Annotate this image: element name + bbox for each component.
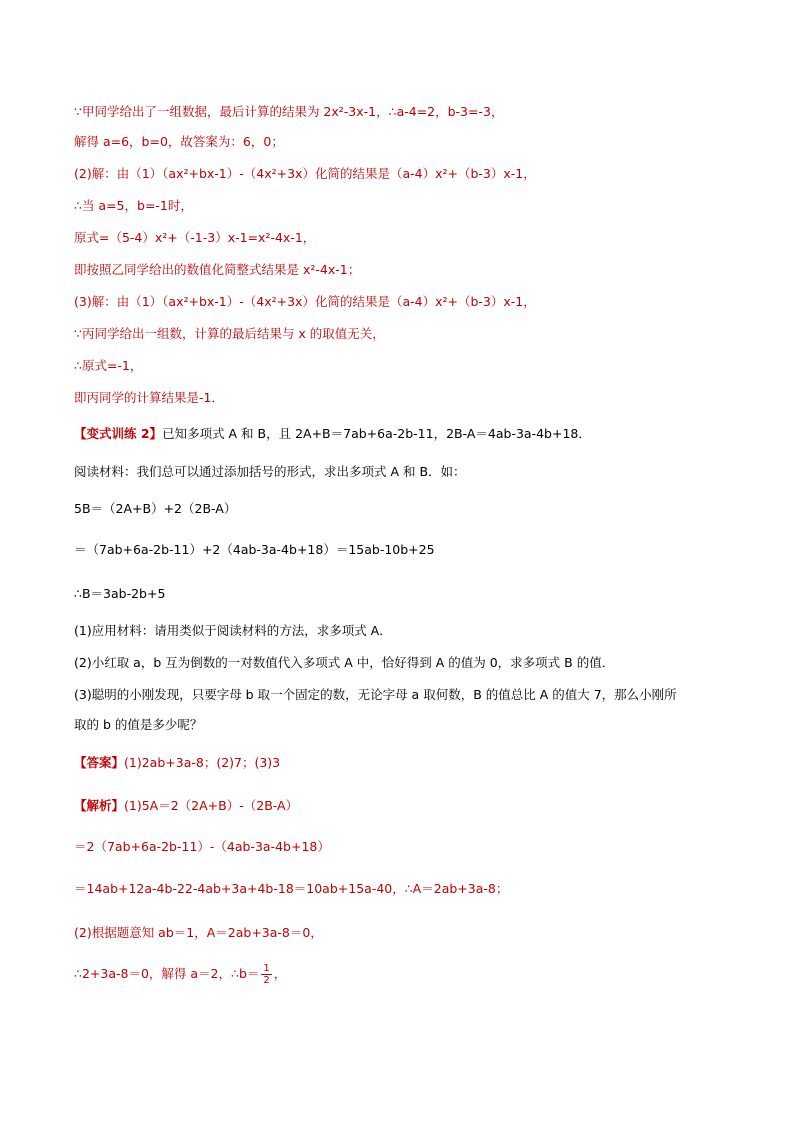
exercise-heading: [74, 425, 591, 443]
solution-line: 原式=（5-4）x²+（-1-3）x-1=x²-4x-1，: [74, 230, 316, 245]
question-1: (1)应用材料：请用类似于阅读材料的方法，求多项式 A．: [74, 623, 392, 638]
last-step-prefix: ∴2+3a-8＝0，解得 a＝2，∴b＝: [74, 966, 260, 981]
answer-text: (1)2ab+3a-8；(2)7；(3)3: [124, 755, 281, 770]
solution-line: ∴当 a=5，b=-1时，: [74, 198, 193, 213]
answer-label: 【答案】: [74, 755, 125, 770]
solution-last-step: [74, 962, 286, 986]
solution-line: ∵甲同学给出了一组数据，最后计算的结果为 2x²-3x-1，∴a-4=2，b-3=-3，: [74, 104, 504, 119]
solution-line: (2)解：由（1）（ax²+bx-1）-（4x²+3x）化简的结果是（a-4）x²+（b-3）x-1，: [74, 166, 536, 181]
solution-line: 解得 a=6，b=0，故答案为：6，0；: [74, 134, 284, 149]
analysis-line: [74, 797, 298, 815]
solution-step: (2)根据题意知 ab＝1，A＝2ab+3a-8＝0，: [74, 925, 323, 940]
solution-line: (3)解：由（1）（ax²+bx-1）-（4x²+3x）化简的结果是（a-4）x²+（b-3）x-1，: [74, 294, 536, 309]
fraction-denominator: 2: [263, 975, 270, 986]
last-step-suffix: ，: [273, 966, 287, 981]
solution-line: ∵丙同学给出一组数，计算的最后结果与 x 的取值无关，: [74, 326, 385, 341]
solution-line: 即丙同学的计算结果是-1．: [74, 390, 224, 405]
material-line: 5B＝（2A+B）+2（2B-A）: [74, 501, 237, 516]
material-line: 阅读材料：我们总可以通过添加括号的形式，求出多项式 A 和 B．如：: [74, 464, 466, 479]
analysis-text: (1)5A＝2（2A+B）-（2B-A）: [124, 798, 299, 813]
solution-line: 即按照乙同学给出的数值化简整式结果是 x²-4x-1；: [74, 262, 361, 277]
question-3: (3)聪明的小刚发现，只要字母 b 取一个固定的数，无论字母 a 取何数，B 的值总比 A 的值大 7，那么小刚所: [74, 687, 677, 702]
exercise-statement: 已知多项式 A 和 B，且 2A+B＝7ab+6a-2b-11，2B-A＝4ab-3a-4b+18．: [162, 426, 591, 441]
question-3-continued: 取的 b 的值是多少呢？: [74, 717, 203, 732]
solution-step: ＝14ab+12a-4b-22-4ab+3a+4b-18＝10ab+15a-40，∴A＝2ab+3a-8；: [74, 881, 509, 896]
fraction-numerator: 1: [263, 963, 270, 974]
solution-step: ＝2（7ab+6a-2b-11）-（4ab-3a-4b+18）: [74, 839, 330, 854]
material-line: ∴B＝3ab-2b+5: [74, 586, 166, 601]
solution-line: ∴原式=-1，: [74, 358, 143, 373]
exercise-label: 【变式训练 2】: [74, 426, 163, 441]
answer-line: [74, 754, 280, 772]
question-2: (2)小红取 a，b 互为倒数的一对数值代入多项式 A 中，恰好得到 A 的值为 0，求多项式 B 的值．: [74, 655, 615, 670]
fraction: [261, 963, 271, 986]
material-line: ＝（7ab+6a-2b-11）+2（4ab-3a-4b+18）＝15ab-10b+25: [74, 542, 435, 557]
analysis-label: 【解析】: [74, 798, 125, 813]
